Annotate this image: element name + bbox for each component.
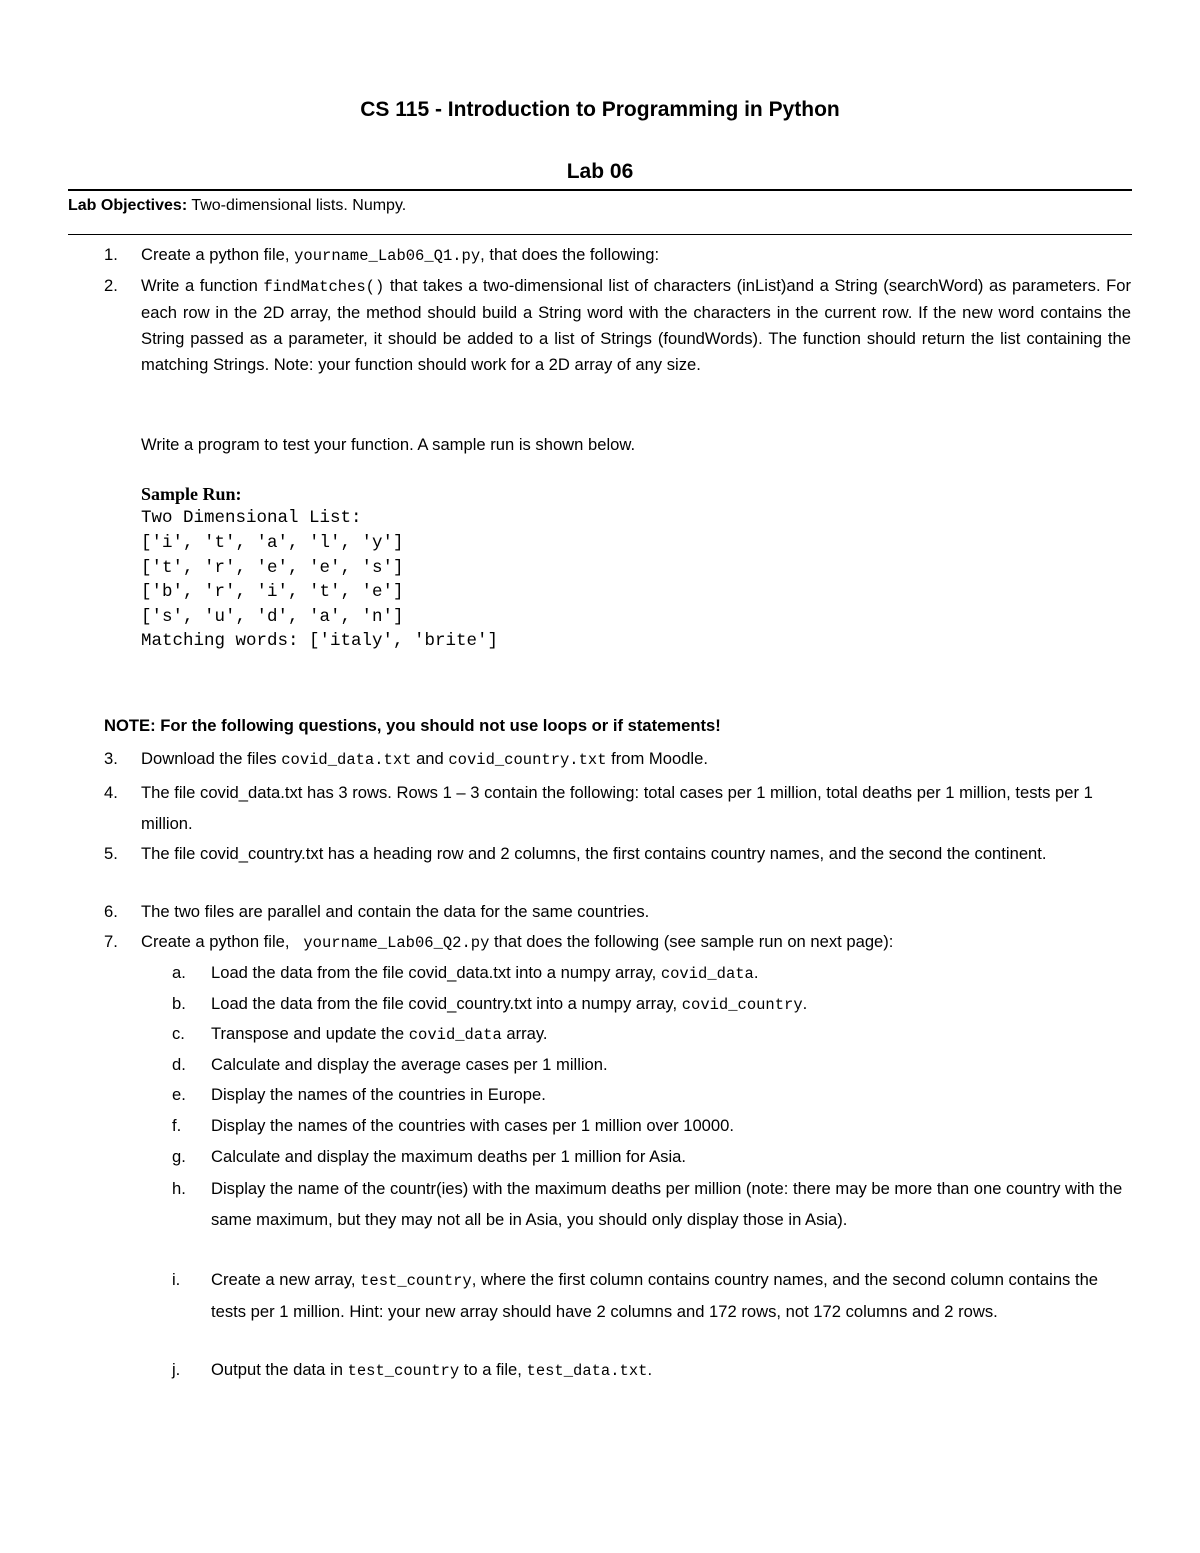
question-number: 6. [104,902,118,921]
variable-code: covid_data [408,1026,502,1044]
question-number: 2. [104,276,118,295]
sample-line: ['s', 'u', 'd', 'a', 'n'] [141,607,404,627]
sample-line: ['t', 'r', 'e', 'e', 's'] [141,558,404,578]
subitem-text: Calculate and display the average cases per 1 million. [211,1055,608,1074]
objectives-text: Two-dimensional lists. Numpy. [191,197,407,214]
text-part: from Moodle. [606,749,708,768]
sample-line: Matching words: ['italy', 'brite'] [141,631,499,651]
text-part: that takes a two-dimensional list of characters (inList)and a String (searchWord) as parameters. For each row in the 2D array, the method should build a String word with the characters in the current row. If the new word contains the String passed as a parameter, it should be added to a list of Strings (foundWords). The function should return the list containing the matching Strings. Note: your function should work for a 2D array of any size. [141,276,1131,374]
sample-line: Two Dimensional List: [141,508,362,528]
question-text [141,273,1131,378]
function-code: findMatches() [263,278,385,296]
divider-bottom [68,234,1132,235]
text-part: Load the data from the file covid_country.txt into a numpy array, [211,994,682,1013]
subitem-label: c. [172,1024,185,1043]
subitem-text [211,1265,1136,1327]
question-number: 7. [104,932,118,951]
text-part: and [411,749,449,768]
subitem-text: Calculate and display the maximum deaths per 1 million for Asia. [211,1147,686,1166]
text-part: Load the data from the file covid_data.txt into a numpy array, [211,963,661,982]
question-number: 4. [104,783,118,802]
text-part: Create a new array, [211,1270,361,1289]
divider-top [68,189,1132,191]
text-part: to a file, [459,1360,527,1379]
subitem-text: Display the names of the countries with cases per 1 million over 10000. [211,1116,734,1135]
filename-code: test_data.txt [526,1362,648,1380]
text-part: Create a python file, [141,245,295,264]
variable-code: covid_country [681,996,803,1014]
text-part: , where the first column contains country names, and the second column contains the tests per 1 million. Hint: your new array should have 2 columns and 172 rows, not 172 columns and 2 rows. [211,1270,1099,1321]
lab-number: Lab 06 [566,160,634,183]
subitem-text: Display the name of the countr(ies) with the maximum deaths per million (note: there may be more than one country with the same maximum, but they may not all be in Asia, you should only display those in Asia). [211,1179,1123,1229]
text-part: . [802,994,808,1013]
objectives-label: Lab Objectives: [68,197,188,214]
variable-code: test_country [360,1272,472,1290]
note: NOTE: For the following questions, you should not use loops or if statements! [104,716,721,735]
subitem-text [211,991,1136,1018]
question-text [141,746,1131,773]
subitem-label: i. [172,1270,181,1289]
filename-code: covid_country.txt [448,751,607,769]
subitem-label: j. [172,1360,181,1379]
text-part: Write a function [141,276,264,295]
subitem-label: b. [172,994,186,1013]
text-part: array. [501,1024,548,1043]
text-part: Download the files [141,749,282,768]
question-number: 3. [104,749,118,768]
subitem-label: a. [172,963,186,982]
sample-run-title: Sample Run: [141,484,242,504]
question-number: 5. [104,844,118,863]
sample-line: ['b', 'r', 'i', 't', 'e'] [141,582,404,602]
text-part: . [647,1360,653,1379]
subitem-label: f. [172,1116,182,1135]
subitem-label: e. [172,1085,186,1104]
question-number: 1. [104,245,118,264]
text-part: Output the data in [211,1360,348,1379]
text-part: , that does the following: [480,245,660,264]
sample-line: ['i', 't', 'a', 'l', 'y'] [141,533,404,553]
subitem-label: g. [172,1147,186,1166]
subitem-label: h. [172,1179,186,1198]
subitem-text [211,1357,1136,1384]
text-part: . [753,963,759,982]
variable-code: covid_data [660,965,754,983]
subitem-label: d. [172,1055,186,1074]
variable-code: test_country [347,1362,460,1380]
filename-code: covid_data.txt [281,751,412,769]
question-text: The two files are parallel and contain the data for the same countries. [141,902,650,921]
filename-code: yourname_Lab06_Q2.py [303,934,490,952]
question-text [141,242,1131,269]
question-text: The file covid_country.txt has a heading row and 2 columns, the first contains country names, and the second the continent. [141,844,1047,863]
text-part: that does the following (see sample run on next page): [489,932,894,951]
lab-objectives [68,197,406,215]
question-text: Write a program to test your function. A sample run is shown below. [141,435,636,454]
subitem-text: Display the names of the countries in Europe. [211,1085,546,1104]
subitem-text [211,960,1136,987]
text-part: Transpose and update the [211,1024,409,1043]
filename-code: yourname_Lab06_Q1.py [294,247,481,265]
document-title: CS 115 - Introduction to Programming in Python [360,98,840,121]
question-text [141,929,1131,956]
subitem-text [211,1021,1136,1048]
text-part: Create a python file, [141,932,295,951]
question-text: The file covid_data.txt has 3 rows. Rows 1 – 3 contain the following: total cases per 1 million, total deaths per 1 million, tests per 1 million. [141,783,1093,833]
